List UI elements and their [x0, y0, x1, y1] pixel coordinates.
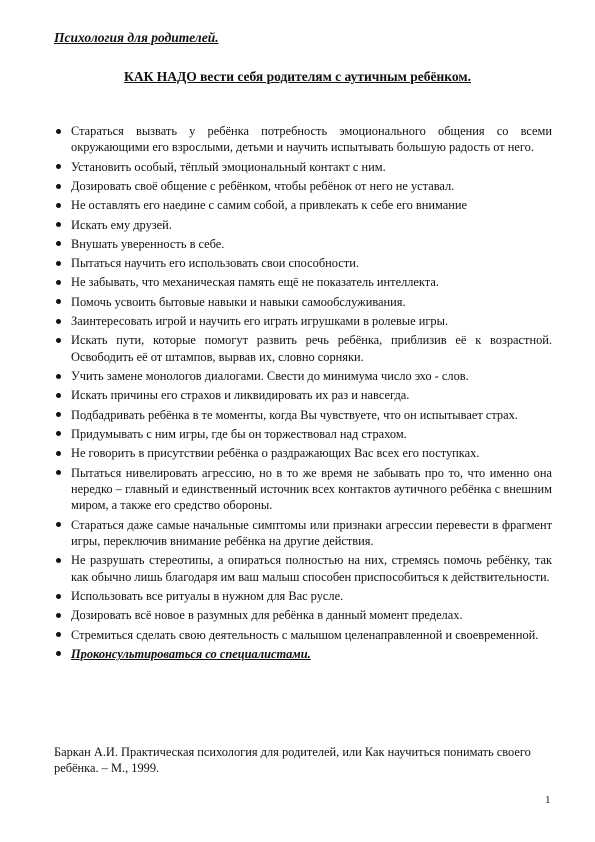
bullet-icon: [56, 393, 61, 398]
bullet-icon: [56, 470, 61, 475]
bullet-icon: [56, 241, 61, 246]
recommendation-item: [56, 255, 552, 271]
bullet-icon: [56, 203, 61, 208]
bullet-icon: [56, 632, 61, 637]
page-number: 1: [545, 794, 551, 806]
recommendation-text: Придумывать с ним игры, где бы он торжествовал над страхом.: [71, 426, 407, 441]
recommendation-item: [56, 217, 552, 233]
bullet-icon: [56, 412, 61, 417]
bullet-icon: [56, 222, 61, 227]
recommendation-item: [56, 313, 552, 329]
recommendation-item: [56, 368, 552, 384]
recommendation-item: [56, 236, 552, 252]
bullet-icon: [56, 522, 61, 527]
bullet-icon: [56, 613, 61, 618]
bullet-icon: [56, 338, 61, 343]
recommendation-text: Не забывать, что механическая память ещё не показатель интеллекта.: [71, 275, 439, 290]
recommendation-item: [56, 646, 552, 662]
recommendation-item: [56, 274, 552, 290]
recommendation-item: [56, 332, 552, 365]
recommendation-text: Проконсультироваться со специалистами.: [71, 646, 311, 661]
bullet-icon: [56, 451, 61, 456]
bullet-icon: [56, 319, 61, 324]
bullet-icon: [56, 280, 61, 285]
bullet-icon: [56, 299, 61, 304]
recommendation-text: Использовать все ритуалы в нужном для Вас русле.: [71, 589, 344, 604]
recommendation-text: Не говорить в присутствии ребёнка о раздражающих Вас всех его поступках.: [71, 446, 480, 461]
recommendation-text: Подбадривать ребёнка в те моменты, когда Вы чувствуете, что он испытывает страх.: [71, 407, 518, 422]
bullet-icon: [56, 558, 61, 563]
recommendation-text: Установить особый, тёплый эмоциональный контакт с ним.: [71, 159, 386, 174]
document-header: Психология для родителей.: [54, 30, 219, 45]
bibliographic-reference: Баркан А.И. Практическая психология для родителей, или Как научиться понимать своего ребёнка. – М., 1999.: [54, 745, 531, 776]
recommendation-item: [56, 178, 552, 194]
recommendation-item: [56, 465, 552, 514]
recommendation-item: [56, 445, 552, 461]
recommendation-item: [56, 123, 552, 156]
recommendation-text: Стараться вызвать у ребёнка потребность эмоционального общения со всеми окружающими его взрослыми, детьми и научить испытывать большую радость от него.: [71, 124, 552, 155]
document-title: КАК НАДО вести себя родителям с аутичным ребёнком.: [124, 69, 471, 84]
recommendation-text: Стараться даже самые начальные симптомы или признаки агрессии перевести в фрагмент игры, переключив внимание ребёнка на другие действия.: [71, 517, 552, 549]
bullet-icon: [56, 431, 61, 436]
recommendation-item: [56, 387, 552, 403]
recommendation-text: Искать причины его страхов и ликвидировать их раз и навсегда.: [71, 388, 410, 403]
recommendation-item: [56, 588, 552, 604]
bullet-icon: [56, 184, 61, 189]
recommendation-text: Не разрушать стереотипы, а опираться полностью на них, стремясь помочь ребёнку, так как обычно лишь благодаря им ваш малыш способен приспособиться к действительности.: [71, 553, 552, 584]
recommendation-text: Пытаться научить его использовать свои способности.: [71, 256, 359, 271]
recommendation-text: Искать ему друзей.: [71, 217, 172, 232]
recommendation-text: Учить замене монологов диалогами. Свести до минимума число эхо - слов.: [71, 369, 469, 384]
recommendation-item: [56, 517, 552, 550]
recommendation-list: [56, 123, 552, 665]
recommendation-text: Стремиться сделать свою деятельность с малышом целенаправленной и своевременной.: [71, 627, 539, 642]
recommendation-item: [56, 627, 552, 643]
recommendation-item: [56, 197, 552, 213]
recommendation-text: Внушать уверенность в себе.: [71, 236, 225, 251]
bullet-icon: [56, 374, 61, 379]
recommendation-item: [56, 607, 552, 623]
recommendation-text: Дозировать своё общение с ребёнком, чтобы ребёнок от него не уставал.: [71, 179, 455, 193]
bullet-icon: [56, 594, 61, 599]
recommendation-item: [56, 294, 552, 310]
recommendation-text: Пытаться нивелировать агрессию, но в то же время не забывать про то, что именно она нередко – главный и единственный источник всех контактов аутичного ребёнка с внешним миром, а также его средство обороны.: [71, 465, 552, 513]
recommendation-text: Помочь усвоить бытовые навыки и навыки самообслуживания.: [71, 294, 406, 309]
recommendation-item: [56, 407, 552, 423]
recommendation-item: [56, 159, 552, 175]
recommendation-text: Не оставлять его наедине с самим собой, а привлекать к себе его внимание: [71, 198, 468, 213]
recommendation-text: Искать пути, которые помогут развить речь ребёнка, приблизив её к возрастной. Освободить её от штампов, вырвав их, словно сорняки.: [71, 333, 552, 364]
recommendation-text: Дозировать всё новое в разумных для ребёнка в данный момент пределах.: [71, 608, 463, 623]
bullet-icon: [56, 651, 61, 656]
bullet-icon: [56, 164, 61, 169]
recommendation-item: [56, 552, 552, 585]
bullet-icon: [56, 129, 61, 134]
bullet-icon: [56, 261, 61, 266]
recommendation-item: [56, 426, 552, 442]
recommendation-text: Заинтересовать игрой и научить его играть игрушками в ролевые игры.: [71, 314, 449, 329]
